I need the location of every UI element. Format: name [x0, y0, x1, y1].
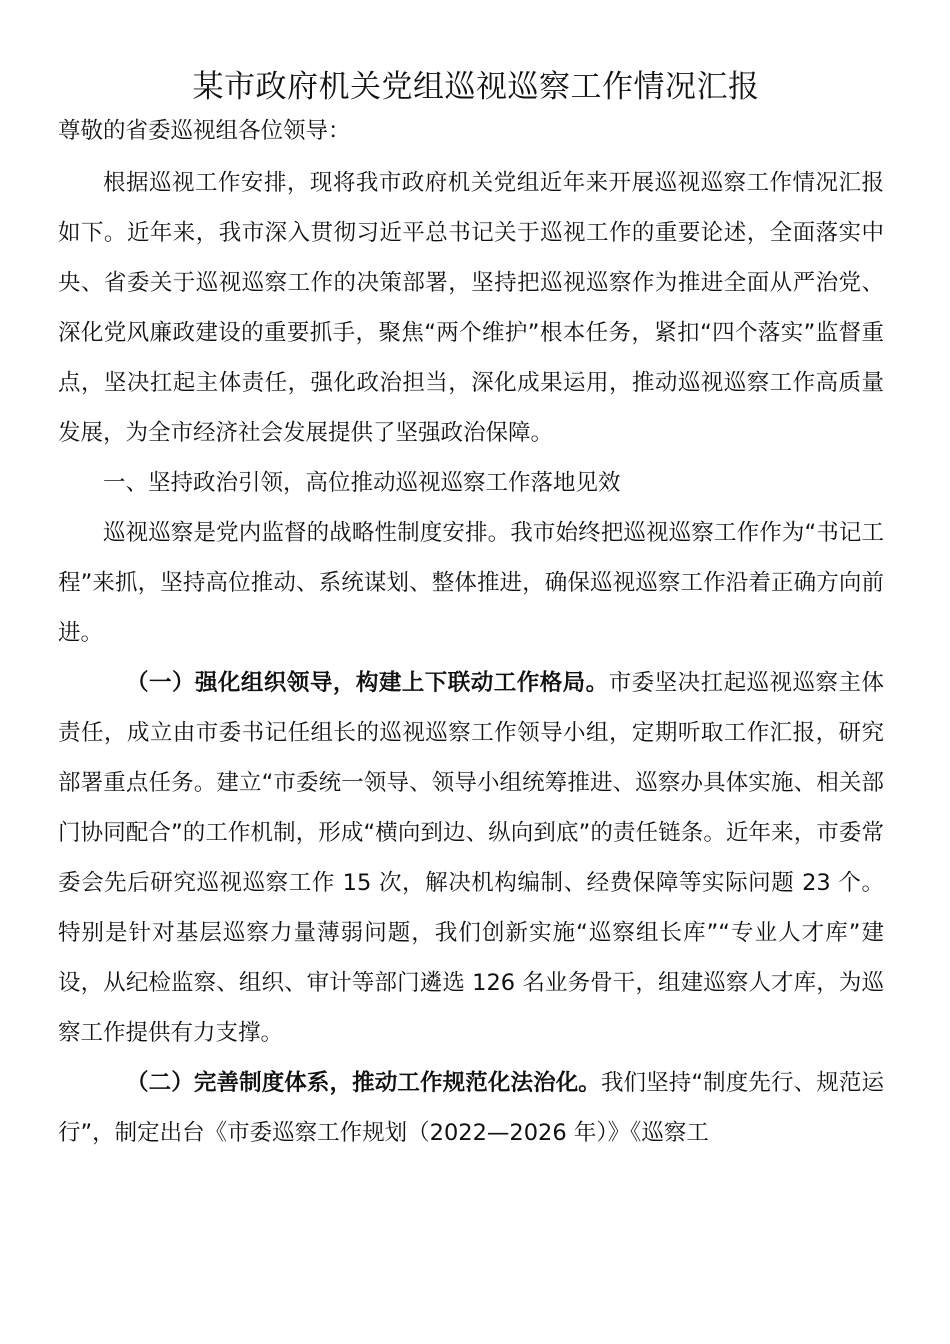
document-title: 某市政府机关党组巡视巡察工作情况汇报 [192, 69, 760, 105]
subsection-2-body: 我们坚持“制度先行、规范运行”，制定出台《市委巡察工作规划（2022—2026 年）》《巡察工 [58, 1070, 884, 1146]
subsection-1-heading: （一）强化组织领导，构建上下联动工作格局。 [126, 670, 609, 696]
section-1-heading: 一、坚持政治引领，高位推动巡视巡察工作落地见效 [103, 470, 621, 496]
subsection-1-paragraph [58, 658, 884, 1058]
intro-paragraph: 根据巡视工作安排，现将我市政府机关党组近年来开展巡视巡察工作情况汇报如下。近年来，我市深入贯彻习近平总书记关于巡视工作的重要论述，全面落实中央、省委关于巡视巡察工作的决策部署，坚持把巡视巡察作为推进全面从严治党、深化党风廉政建设的重要抓手，聚焦“两个维护”根本任务，紧扣“四个落实”监督重点，坚决扛起主体责任，强化政治担当，深化成果运用，推动巡视巡察工作高质量发展，为全市经济社会发展提供了坚强政治保障。 [58, 170, 884, 446]
salutation: 尊敬的省委巡视组各位领导： [58, 118, 351, 144]
subsection-2-paragraph [58, 1058, 884, 1158]
section-1-paragraph: 巡视巡察是党内监督的战略性制度安排。我市始终把巡视巡察工作作为“书记工程”来抓，坚持高位推动、系统谋划、整体推进，确保巡视巡察工作沿着正确方向前进。 [58, 520, 884, 646]
subsection-2-heading: （二）完善制度体系，推动工作规范化法治化。 [126, 1070, 601, 1096]
subsection-1-body: 市委坚决扛起巡视巡察主体责任，成立由市委书记任组长的巡视巡察工作领导小组，定期听取工作汇报，研究部署重点任务。建立“市委统一领导、领导小组统筹推进、巡察办具体实施、相关部门协同配合”的工作机制，形成“横向到边、纵向到底”的责任链条。近年来，市委常委会先后研究巡视巡察工作 15 次，解决机构编制、经费保障等实际问题 23 个。特别是针对基层巡察力量薄弱问题，我们创新实施“巡察组长库”“专业人才库”建设，从纪检监察、组织、审计等部门遴选 126 名业务骨干，组建巡察人才库，为巡察工作提供有力支撑。 [58, 670, 884, 1046]
